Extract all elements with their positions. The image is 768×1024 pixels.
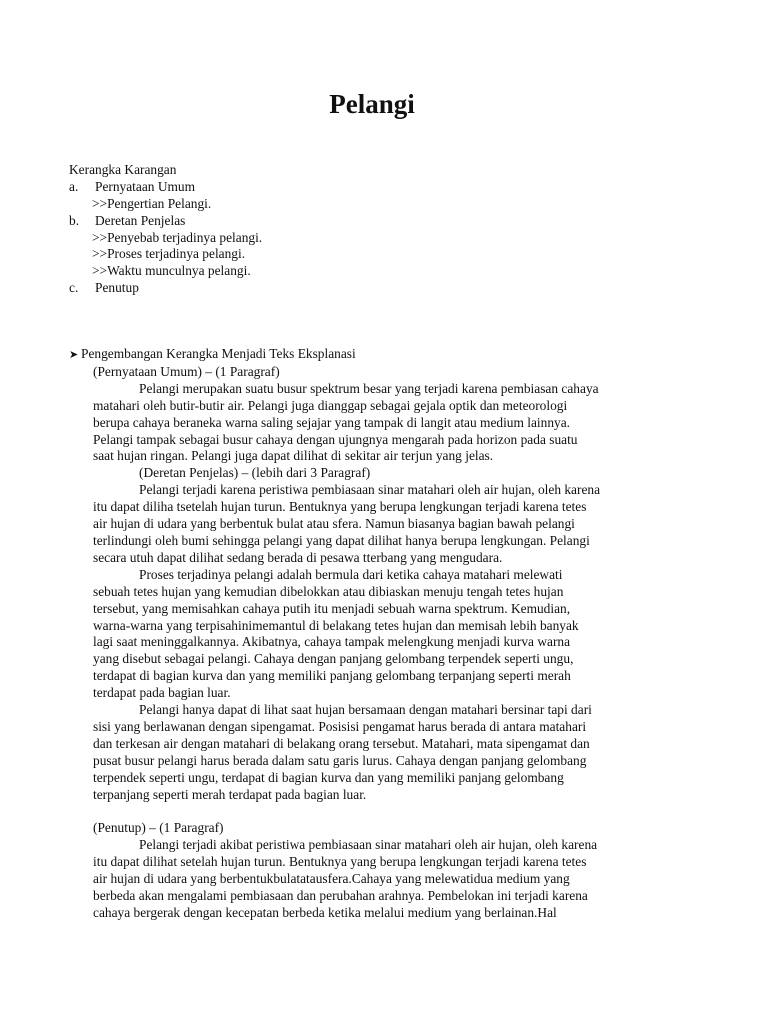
development-section: [69, 346, 681, 922]
paragraph-line: matahari oleh butir-butir air. Pelangi juga dianggap sebagai gejala optik dan meteorologi: [93, 397, 568, 413]
paragraph-line: air hujan di udara yang berbentukbulatatausfera.Cahaya yang melewatidua medium yang: [93, 871, 570, 887]
paragraph-line: Pelangi terjadi akibat peristiwa pembiasaan sinar matahari oleh air hujan, oleh karena: [139, 837, 598, 853]
paragraph-2: [93, 482, 681, 567]
paragraph-3: [93, 567, 681, 702]
blank-line: [93, 803, 681, 820]
paragraph-line: berupa cahaya beraneka warna saling sejajar yang tampak di langit atau medium lainnya.: [93, 414, 571, 430]
paragraph-line: Proses terjadinya pelangi adalah bermula dari ketika cahaya matahari melewati: [139, 566, 563, 582]
development-heading-line: [69, 346, 681, 364]
paragraph-line: terpendek seperti ungu, terdapat di bagian kurva dan yang memiliki panjang gelombang: [93, 769, 564, 785]
paragraph-1: [93, 381, 681, 466]
paragraph-line: yang disebut sebagai pelangi. Cahaya dengan panjang gelombang terpendek seperti ungu,: [93, 651, 574, 667]
paragraph-line: berbeda akan mengalami pembiasaan dan perubahan arahnya. Pembelokan ini terjadi karena: [93, 887, 588, 903]
paragraph-line: cahaya bergerak dengan kecepatan berbeda ketika melalui medium yang berlainan.Hal: [93, 904, 557, 920]
development-heading: Pengembangan Kerangka Menjadi Teks Eksplanasi: [81, 346, 356, 361]
paragraph-line: pusat busur pelangi harus berada dalam satu garis lurus. Cahaya dengan panjang gelombang: [93, 752, 587, 768]
paragraph-line: Pelangi hanya dapat di lihat saat hujan bersamaan dengan matahari bersinar tapi dari: [139, 702, 592, 718]
paragraph-line: itu dapat dilihat setelah hujan turun. Bentuknya yang berupa lengkungan terjadi karena tetes: [93, 854, 587, 870]
paragraph-line: sebuah tetes hujan yang kemudian dibelokkan atau dibiaskan menuju tengah tetes hujan: [93, 583, 564, 599]
outline-marker: a.: [69, 178, 79, 194]
outline-subitem: >>Waktu munculnya pelangi.: [92, 263, 251, 279]
outline-label: Deretan Penjelas: [95, 212, 186, 228]
paragraph-line: terdapat pada bagian luar.: [93, 685, 231, 701]
outline-marker: c.: [69, 280, 79, 296]
section-header-deretan-penjelas: (Deretan Penjelas) – (lebih dari 3 Paragraf): [139, 465, 371, 481]
paragraph-line: Pelangi tampak sebagai busur cahaya dengan ujungnya mengarah pada horizon pada suatu: [93, 431, 578, 447]
outline-label: Pernyataan Umum: [95, 178, 196, 194]
outline-heading: Kerangka Karangan: [69, 162, 177, 177]
paragraph-line: secara utuh dapat dilihat sedang berada di pesawa tterbang yang mengudara.: [93, 549, 503, 565]
outline-subitem: >>Pengertian Pelangi.: [92, 195, 212, 211]
outline-marker: b.: [69, 212, 80, 228]
paragraph-4: [93, 702, 681, 803]
arrow-bullet-icon: ➤: [69, 348, 79, 361]
paragraph-line: lagi saat meninggalkannya. Akibatnya, cahaya tampak melengkung menjadi kurva warna: [93, 634, 571, 650]
paragraph-line: terlindungi oleh bumi sehingga pelangi yang dapat dilihat hanya berupa lengkungan. Pelangi: [93, 532, 590, 548]
paragraph-line: warna-warna yang terpisahinimemantul di belakang tetes hujan dan memisah lebih banyak: [93, 617, 579, 633]
paragraph-line: saat hujan ringan. Pelangi juga dapat dilihat di sekitar air terjun yang jelas.: [93, 448, 494, 464]
paragraph-5: [93, 837, 681, 922]
page-title: Pelangi: [329, 89, 415, 119]
section-header-penutup: (Penutup) – (1 Paragraf): [93, 820, 224, 836]
outline-subitem: >>Penyebab terjadinya pelangi.: [92, 229, 263, 245]
paragraph-line: dan terkesan air dengan matahari di belakang orang tersebut. Matahari, mata sipengamat dan: [93, 735, 590, 751]
outline-subitem: >>Proses terjadinya pelangi.: [92, 246, 246, 262]
outline-item-b: [69, 213, 262, 230]
section-header-pernyataan-umum: (Pernyataan Umum) – (1 Paragraf): [93, 363, 280, 379]
outline-item-c: [69, 280, 262, 297]
outline-item-a: [69, 179, 262, 196]
development-body: [93, 364, 681, 922]
outline-section: [69, 162, 262, 297]
paragraph-line: Pelangi terjadi karena peristiwa pembiasaan sinar matahari oleh air hujan, oleh karena: [139, 482, 601, 498]
paragraph-line: terdapat di bagian kurva dan yang memiliki panjang gelombang terpanjang seperti merah: [93, 668, 571, 684]
paragraph-line: itu dapat diliha tsetelah hujan turun. Bentuknya yang berupa lengkungan terjadi karena tetes: [93, 499, 587, 515]
paragraph-line: terpanjang seperti merah terdapat pada bagian luar.: [93, 786, 367, 802]
paragraph-line: Pelangi merupakan suatu busur spektrum besar yang terjadi karena pembiasan cahaya: [139, 380, 599, 396]
paragraph-line: tersebut, yang memisahkan cahaya putih itu menjadi sebuah warna spektrum. Kemudian,: [93, 600, 571, 616]
paragraph-line: air hujan di udara yang berbentuk bulat atau sfera. Namun biasanya bagian bawah pelangi: [93, 516, 575, 532]
outline-label: Penutup: [95, 280, 139, 296]
paragraph-line: sisi yang berlawanan dengan sipengamat. Posisisi pengamat harus berada di antara matahari: [93, 718, 587, 734]
